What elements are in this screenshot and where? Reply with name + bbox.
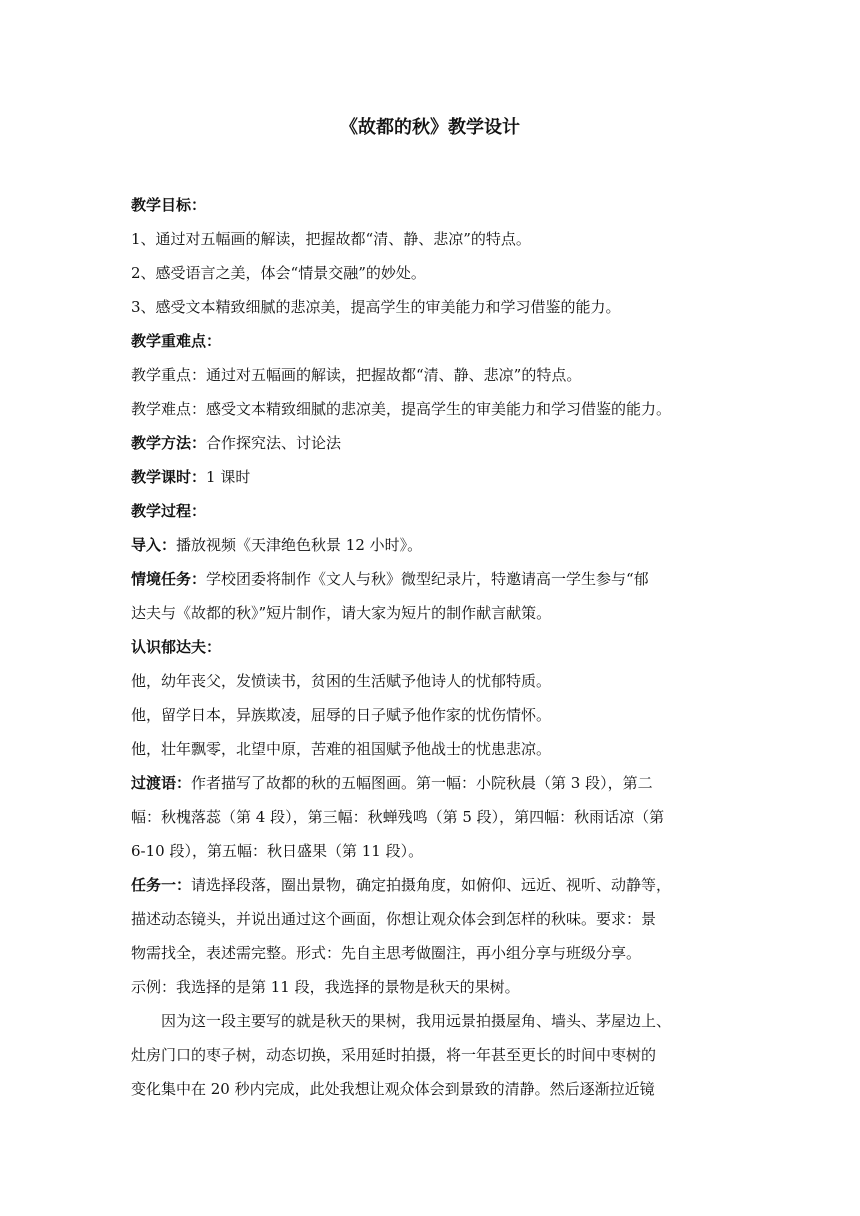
task1-line [131, 868, 735, 902]
period-label: 教学课时： [131, 468, 207, 486]
intro-line [131, 528, 735, 562]
goal-item: 2、感受语言之美，体会“情景交融”的妙处。 [131, 264, 426, 282]
author-line: 他，壮年飘零，北望中原，苦难的祖国赋予他战士的忧患悲凉。 [131, 740, 552, 758]
paragraph-line: 因为这一段主要写的就是秋天的果树，我用远景拍摄屋角、墙头、茅屋边上、 [161, 1012, 672, 1030]
example-line: 示例：我选择的是第 11 段，我选择的景物是秋天的果树。 [131, 978, 520, 996]
transition-label: 过渡语： [131, 774, 192, 792]
period-value: 1 课时 [206, 468, 251, 486]
paragraph-line: 变化集中在 20 秒内完成，此处我想让观众体会到景致的清静。然后逐渐拉近镜 [131, 1080, 655, 1098]
task1-label: 任务一： [131, 876, 192, 894]
key-points-heading: 教学重难点： [131, 332, 222, 350]
intro-label: 导入： [131, 536, 177, 554]
goals-heading: 教学目标： [131, 196, 207, 214]
author-line: 他，幼年丧父，发愤读书，贫困的生活赋予他诗人的忧郁特质。 [131, 672, 552, 690]
task-text-cont: 达夫与《故都的秋》”短片制作，请大家为短片的制作献言献策。 [131, 604, 552, 622]
difficult-point: 教学难点：感受文本精致细腻的悲凉美，提高学生的审美能力和学习借鉴的能力。 [131, 400, 672, 418]
intro-value: 播放视频《天津绝色秋景 12 小时》。 [176, 536, 423, 554]
author-line: 他，留学日本，异族欺凌，屈辱的日子赋予他作家的忧伤情怀。 [131, 706, 552, 724]
period-line [131, 460, 735, 494]
task-text: 学校团委将制作《文人与秋》微型纪录片，特邀请高一学生参与“郁 [206, 570, 649, 588]
transition-text: 作者描写了故都的秋的五幅图画。第一幅：小院秋晨（第 3 段），第二 [191, 774, 653, 792]
document-title: 《故都的秋》教学设计 [340, 117, 520, 138]
task1-text: 请选择段落，圈出景物，确定拍摄角度，如俯仰、远近、视听、动静等， [191, 876, 672, 894]
goal-item: 1、通过对五幅画的解读，把握故都“清、静、悲凉”的特点。 [131, 230, 531, 248]
author-heading: 认识郁达夫： [131, 638, 222, 656]
document-body [131, 188, 735, 1106]
method-value: 合作探究法、讨论法 [206, 434, 342, 452]
transition-text-cont: 6-10 段），第五幅：秋日盛果（第 11 段）。 [131, 842, 424, 860]
method-line [131, 426, 735, 460]
task-label: 情境任务： [131, 570, 207, 588]
transition-line [131, 766, 735, 800]
process-heading: 教学过程： [131, 502, 207, 520]
transition-text-cont: 幅：秋槐落蕊（第 4 段），第三幅：秋蝉残鸣（第 5 段），第四幅：秋雨话凉（第 [131, 808, 665, 826]
task-line [131, 562, 735, 596]
task1-text-cont: 描述动态镜头，并说出通过这个画面，你想让观众体会到怎样的秋味。要求：景 [131, 910, 657, 928]
key-point: 教学重点：通过对五幅画的解读，把握故都“清、静、悲凉”的特点。 [131, 366, 582, 384]
task1-text-cont: 物需找全，表述需完整。形式：先自主思考做圈注，再小组分享与班级分享。 [131, 944, 642, 962]
paragraph-line: 灶房门口的枣子树，动态切换，采用延时拍摄，将一年甚至更长的时间中枣树的 [131, 1046, 657, 1064]
method-label: 教学方法： [131, 434, 207, 452]
goal-item: 3、感受文本精致细腻的悲凉美，提高学生的审美能力和学习借鉴的能力。 [131, 298, 621, 316]
